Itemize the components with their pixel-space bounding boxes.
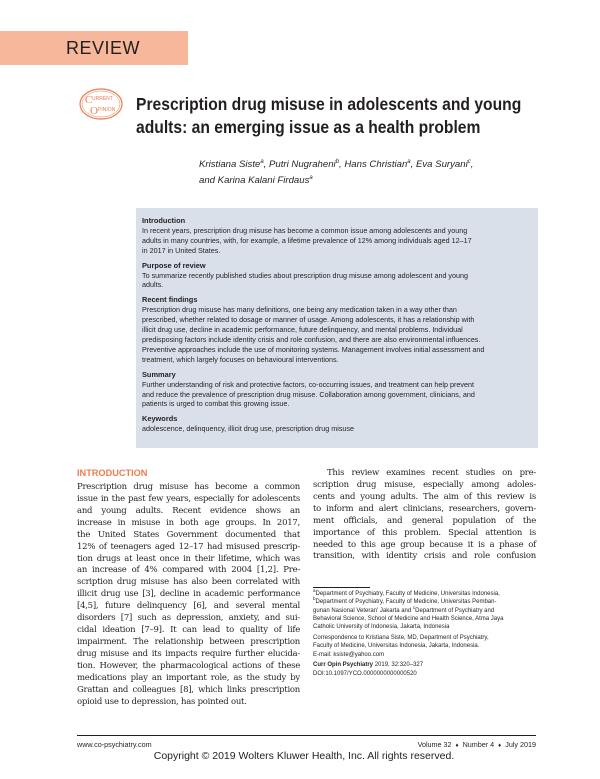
body-text-line: and young adults. Recent evidence shows an — [77, 505, 300, 516]
page-footer — [77, 735, 536, 749]
section-heading-introduction: INTRODUCTION — [77, 468, 148, 478]
abstract-text-line: and reduce the prevalence of prescription drug misuse. Collaboration among government, clinicians, and — [142, 389, 475, 399]
body-text-line: opioid use to depression, has pointed out. — [77, 696, 247, 707]
issue-date: July 2019 — [505, 740, 536, 749]
separator-icon: ♦ — [498, 743, 502, 749]
body-text-line: ment officials, and general population of the — [313, 515, 536, 526]
author-line: Kristiana Siste$^a$, Putri Nugraheni$^b$, Hans Christian$^a$, Eva Suryani$^c$, — [199, 158, 474, 170]
body-text-line: tion. However, the pharmacological actions of these — [77, 660, 300, 671]
abstract-text-line: Prescription drug misuse has many definitions, one being any medication taken in a way other than — [142, 305, 457, 315]
correspondence: Correspondence to Kristiana Siste, MD, Department of Psychiatry, Faculty of Medicine, Universitas Indonesia, Jakarta, Indonesia. E-mail: ksiste@yahoo.com — [313, 634, 489, 658]
issue-number: Number 4 — [462, 740, 495, 749]
author-line — [199, 173, 579, 189]
author-name: Kristiana Siste — [199, 159, 261, 170]
abstract-heading: Summary — [142, 369, 176, 379]
logo-word-pinion: PINION — [98, 107, 116, 113]
doi: DOI:10.1097/YCO.0000000000000520 — [313, 670, 417, 677]
body-text-line: illicit drug use [3], decline in academic performance — [77, 589, 300, 600]
abstract-heading: Recent findings — [142, 295, 198, 305]
abstract-text-line: in 2017 in United States. — [142, 245, 221, 255]
author-list — [199, 157, 579, 189]
body-text-line: needed to this age group because it is a phase of — [313, 539, 536, 550]
current-opinion-logo — [77, 86, 125, 122]
title-line: adults: an emerging issue as a health problem — [136, 117, 481, 137]
logo-initial-o: O — [90, 105, 98, 117]
body-text-line: an increase of 4% compared with 2004 [1,2]. Pre- — [77, 565, 300, 576]
body-text-line: transition, with identity crisis and role confusion — [313, 551, 536, 562]
separator-icon: ♦ — [455, 743, 459, 749]
article-title — [136, 93, 532, 139]
body-text-line: scription drug misuse has also been correlated with — [77, 577, 300, 588]
author-name: and Karina Kalani Firdaus — [199, 175, 310, 186]
abstract-heading: Purpose of review — [142, 260, 206, 270]
issue-info — [418, 740, 536, 749]
body-text-line: cidal ideation [7–9]. It can lead to quality of life — [77, 625, 300, 636]
body-text-line: 12% of teenagers aged 12–17 had misused prescrip- — [77, 541, 300, 552]
abstract-text-line: adults. — [142, 280, 164, 290]
body-text-line: importance of this problem. Special attention is — [313, 527, 536, 538]
logo-initial-c: C — [85, 94, 93, 106]
journal-website[interactable]: www.co-psychiatry.com — [77, 740, 152, 749]
author-name: Hans Christian — [344, 159, 408, 170]
body-text-line: to inform and alert clinicians, researchers, govern- — [313, 503, 536, 514]
volume: Volume 32 — [417, 740, 452, 749]
body-text-line: [4,5], future delinquency [6], and several mental — [77, 601, 300, 612]
body-text-line: scription drug misuse, especially among adoles- — [313, 479, 536, 490]
author-affiliation-mark: a — [309, 174, 313, 181]
body-text-line: tion drugs at least once in their lifetime, which was — [77, 553, 300, 564]
title-line: Prescription drug misuse in adolescents and young — [136, 94, 522, 114]
abstract-text-line: patients is urged to combat this growing issue. — [142, 399, 290, 409]
body-text-line: This review examines recent studies on pre- — [327, 468, 536, 478]
journal-citation: 2019, 32:320–327 — [373, 662, 424, 669]
body-text-line: medications play an important role, as the study by — [77, 672, 300, 683]
abstract-text-line: treatment, which largely focuses on behavioural interventions. — [142, 354, 339, 364]
author-affiliation-mark: a — [407, 158, 411, 165]
article-type-tab: REVIEW — [0, 31, 188, 65]
abstract-text-line: prescribed, whether related to dosage or manner of usage. Among adolescents, it has a relationship with — [142, 315, 475, 325]
body-column-left — [77, 482, 300, 709]
body-text-line: impairment. The relationship between prescription — [77, 636, 300, 647]
body-column-right — [313, 468, 536, 563]
body-text-line: increase in misuse in both age groups. In 2017, — [77, 517, 300, 528]
abstract-text-line: adolescence, delinquency, illicit drug use, prescription drug misuse — [142, 424, 355, 434]
abstract-text-line: adults in many countries, with, for example, a lifetime prevalence of 12% among individuals aged 12–17 — [142, 235, 472, 245]
body-text-line: drug misuse and its impacts require further elucida- — [77, 648, 300, 659]
author-affiliation-mark: b — [335, 158, 340, 165]
journal-name: Curr Opin Psychiatry — [313, 662, 374, 669]
body-text-line: issue in the past few years, especially for adolescents — [77, 493, 300, 504]
abstract-box — [136, 208, 538, 448]
logo-word-urrent: URRENT — [92, 96, 113, 102]
body-text-line: disorders [7] such as depression, anxiety, and sui- — [77, 613, 300, 624]
author-name: Putri Nugraheni — [269, 159, 336, 170]
citation — [313, 661, 543, 669]
abstract-heading: Keywords — [142, 414, 178, 424]
author-name: Eva Suryani — [415, 159, 468, 170]
abstract-text-line: Further understanding of risk and protective factors, co-occurring issues, and treatment can help prevent — [142, 379, 474, 389]
abstract-text-line: Preventive approaches include the use of monitoring systems. Management involves initial assessment and — [142, 344, 485, 354]
body-text-line: the United States Government documented that — [77, 529, 300, 540]
body-text-line: Prescription drug misuse has become a common — [77, 482, 300, 492]
author-affiliation-mark: a — [260, 158, 264, 165]
abstract-text-line: In recent years, prescription drug misuse has become a common issue among adolescents and young — [142, 225, 468, 235]
abstract-text-line: predisposing factors include identity crisis and role confusion, and there are also environmental influences. — [142, 334, 481, 344]
abstract-text-line: illicit drug use, decline in academic performance, future delinquency, and mental problems. Individual — [142, 325, 463, 335]
abstract-heading: Introduction — [142, 216, 186, 225]
footnotes — [313, 590, 543, 680]
footnote-divider — [313, 587, 370, 588]
copyright-notice: Copyright © 2019 Wolters Kluwer Health, Inc. All rights reserved. — [153, 750, 455, 762]
body-text-line: cents and young adults. The aim of this review is — [313, 491, 536, 502]
author-affiliation-mark: c — [467, 158, 471, 165]
body-text-line: Grattan and colleagues [8], which links prescription — [77, 684, 300, 695]
abstract-text-line: To summarize recently published studies about prescription drug misuse among adolescent and young — [142, 270, 469, 280]
affiliations: $^a$Department of Psychiatry, Faculty of Medicine, Universitas Indonesia, $^b$Department of Psychiatry, Faculty of Medicine, Universitas Pemban- gunan Nasional Veteran' Jakarta and $^c$Department of Psychiatry and Behavioral Science, School of Medicine and Health Science, Atma Jaya Catholic University of Indonesia, Jakarta, Indonesia — [313, 588, 504, 631]
